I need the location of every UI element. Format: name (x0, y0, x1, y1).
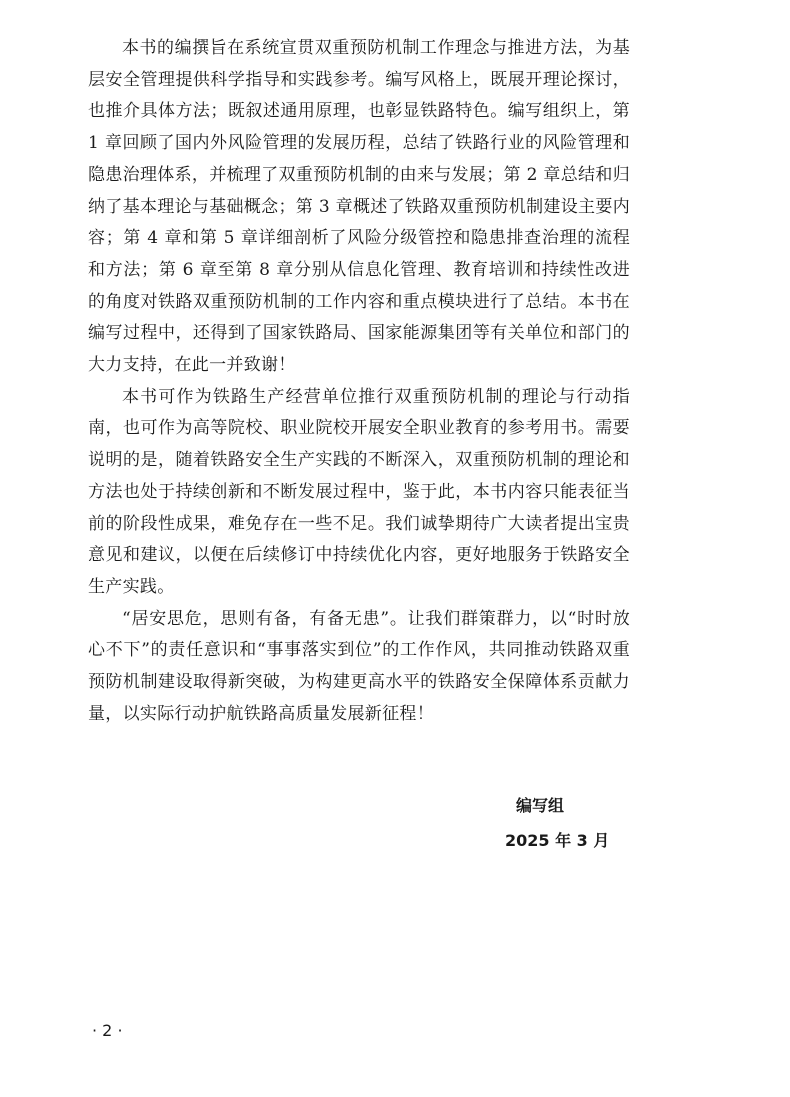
paragraph-1: 本书的编撰旨在系统宣贯双重预防机制工作理念与推进方法，为基层安全管理提供科学指导和实践参考。编写风格上，既展开理论探讨，也推介具体方法；既叙述通用原理，也彰显铁路特色。编写组织上，第 1 章回顾了国内外风险管理的发展历程，总结了铁路行业的风险管理和隐患治理体系，并梳理了双重预防机制的由来与发展；第 2 章总结和归纳了基本理论与基础概念；第 3 章概述了铁路双重预防机制建设主要内容；第 4 章和第 5 章详细剖析了风险分级管控和隐患排查治理的流程和方法；第 6 章至第 8 章分别从信息化管理、教育培训和持续性改进的角度对铁路双重预防机制的工作内容和重点模块进行了总结。本书在编写过程中，还得到了国家铁路局、国家能源集团等有关单位和部门的大力支持，在此一并致谢！ (88, 38, 630, 376)
page-number: · 2 · (92, 1021, 123, 1040)
signature-author: 编写组 (516, 796, 565, 815)
body-text (88, 33, 630, 730)
paragraph-2: 本书可作为铁路生产经营单位推行双重预防机制的理论与行动指南，也可作为高等院校、职业院校开展安全职业教育的参考用书。需要说明的是，随着铁路安全生产实践的不断深入，双重预防机制的理论和方法也处于持续创新和不断发展过程中，鉴于此，本书内容只能表征当前的阶段性成果，难免存在一些不足。我们诚挚期待广大读者提出宝贵意见和建议，以便在后续修订中持续优化内容，更好地服务于铁路安全生产实践。 (88, 386, 630, 597)
signature-date: 2025 年 3 月 (505, 831, 610, 850)
paragraph-3: “居安思危，思则有备，有备无患”。让我们群策群力，以“时时放心不下”的责任意识和“事事落实到位”的工作作风，共同推动铁路双重预防机制建设取得新突破，为构建更高水平的铁路安全保障体系贡献力量，以实际行动护航铁路高质量发展新征程！ (88, 608, 630, 724)
